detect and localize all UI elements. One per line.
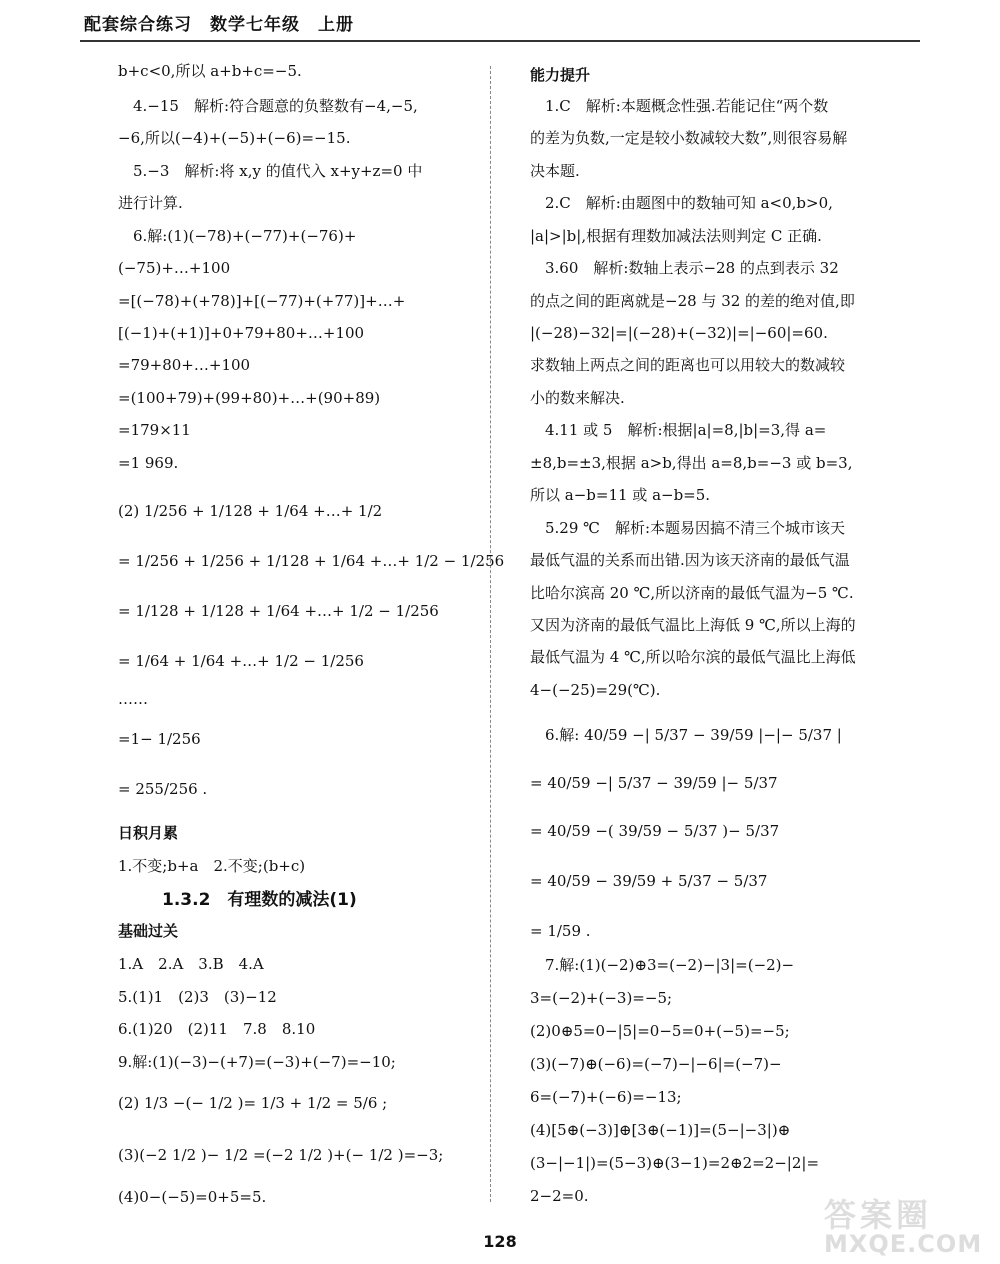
column-divider	[490, 66, 491, 1202]
text-line: b+c<0,所以 a+b+c=−5.	[118, 62, 302, 80]
text-line: 5.−3 解析:将 x,y 的值代入 x+y+z=0 中	[118, 162, 423, 180]
text-line: 7.解:(1)(−2)⊕3=(−2)−|3|=(−2)−	[530, 956, 795, 974]
text-line: 3=(−2)+(−3)=−5;	[530, 989, 673, 1007]
formula-line: = 1/59 .	[530, 922, 591, 940]
watermark-text: MXQE.COM	[824, 1230, 983, 1258]
formula-line: = 40/59 − 39/59 + 5/37 − 5/37	[530, 872, 768, 890]
text-line: 所以 a−b=11 或 a−b=5.	[530, 486, 711, 504]
text-line: (−75)+…+100	[118, 259, 231, 277]
watermark-logo: 答案圈	[824, 1196, 933, 1234]
formula-line: = 1/64 + 1/64 +…+ 1/2 − 1/256	[118, 652, 364, 670]
text-line: 比哈尔滨高 20 ℃,所以济南的最低气温为−5 ℃.	[530, 584, 854, 602]
text-line: 求数轴上两点之间的距离也可以用较大的数减较	[530, 356, 846, 374]
text-line: =(100+79)+(99+80)+…+(90+89)	[118, 389, 381, 407]
text-line: (2)0⊕5=0−|5|=0−5=0+(−5)=−5;	[530, 1022, 790, 1040]
text-line: 4.11 或 5 解析:根据|a|=8,|b|=3,得 a=	[530, 421, 827, 439]
text-line: 3.60 解析:数轴上表示−28 的点到表示 32	[530, 259, 839, 277]
text-line: 最低气温为 4 ℃,所以哈尔滨的最低气温比上海低	[530, 648, 856, 666]
section-heading: 日积月累	[118, 824, 179, 842]
formula-line: (2) 1/3 −(− 1/2 )= 1/3 + 1/2 = 5/6 ;	[118, 1094, 388, 1112]
text-line: |a|>|b|,根据有理数加减法法则判定 C 正确.	[530, 227, 822, 245]
formula-line: = 255/256 .	[118, 780, 208, 798]
text-line: 1.A 2.A 3.B 4.A	[118, 955, 264, 973]
text-line: =1 969.	[118, 454, 179, 472]
text-line: =179×11	[118, 421, 191, 439]
header-rule	[80, 40, 920, 42]
text-line: 1.C 解析:本题概念性强.若能记住“两个数	[530, 97, 829, 115]
text-line: 6.(1)20 (2)11 7.8 8.10	[118, 1020, 316, 1038]
formula-line: = 40/59 −( 39/59 − 5/37 )− 5/37	[530, 822, 780, 840]
formula-line: 6.解: 40/59 −| 5/37 − 39/59 |−|− 5/37 |	[530, 726, 842, 744]
formula-line: (3)(−2 1/2 )− 1/2 =(−2 1/2 )+(− 1/2 )=−3;	[118, 1146, 444, 1164]
text-line: |(−28)−32|=|(−28)+(−32)|=|−60|=60.	[530, 324, 828, 342]
text-line: 2.C 解析:由题图中的数轴可知 a<0,b>0,	[530, 194, 833, 212]
text-line: 4.−15 解析:符合题意的负整数有−4,−5,	[118, 97, 418, 115]
section-heading: 基础过关	[118, 922, 179, 940]
formula-line: (2) 1/256 + 1/128 + 1/64 +…+ 1/2	[118, 502, 383, 520]
section-title: 1.3.2 有理数的减法(1)	[162, 890, 357, 910]
text-line: (4)[5⊕(−3)]⊕[3⊕(−1)]=(5−|−3|)⊕	[530, 1121, 791, 1139]
section-heading: 能力提升	[530, 66, 591, 84]
text-line: 小的数来解决.	[530, 389, 625, 407]
text-line: (3−|−1|)=(5−3)⊕(3−1)=2⊕2=2−|2|=	[530, 1154, 820, 1172]
text-line: 进行计算.	[118, 194, 183, 212]
text-line: 的差为负数,一定是较小数减较大数”,则很容易解	[530, 129, 848, 147]
text-line: 决本题.	[530, 162, 580, 180]
formula-line: = 40/59 −| 5/37 − 39/59 |− 5/37	[530, 774, 778, 792]
text-line: 5.(1)1 (2)3 (3)−12	[118, 988, 277, 1006]
text-line: 的点之间的距离就是−28 与 32 的差的绝对值,即	[530, 292, 855, 310]
text-line: 2−2=0.	[530, 1187, 589, 1205]
text-line: ……	[118, 690, 148, 708]
text-line: =[(−78)+(+78)]+[(−77)+(+77)]+…+	[118, 292, 406, 310]
text-line: [(−1)+(+1)]+0+79+80+…+100	[118, 324, 365, 342]
text-line: 1.不变;b+a 2.不变;(b+c)	[118, 857, 306, 875]
text-line: 9.解:(1)(−3)−(+7)=(−3)+(−7)=−10;	[118, 1053, 396, 1071]
formula-line: =1− 1/256	[118, 730, 201, 748]
text-line: −6,所以(−4)+(−5)+(−6)=−15.	[118, 129, 351, 147]
text-line: (4)0−(−5)=0+5=5.	[118, 1188, 267, 1206]
text-line: 最低气温的关系而出错.因为该天济南的最低气温	[530, 551, 850, 569]
text-line: 5.29 ℃ 解析:本题易因搞不清三个城市该天	[530, 519, 846, 537]
text-line: 又因为济南的最低气温比上海低 9 ℃,所以上海的	[530, 616, 856, 634]
text-line: =79+80+…+100	[118, 356, 251, 374]
text-line: 6.解:(1)(−78)+(−77)+(−76)+	[118, 227, 357, 245]
running-header: 配套综合练习 数学七年级 上册	[84, 15, 354, 35]
text-line: 6=(−7)+(−6)=−13;	[530, 1088, 682, 1106]
page-number: 128	[483, 1232, 517, 1251]
text-line: (3)(−7)⊕(−6)=(−7)−|−6|=(−7)−	[530, 1055, 782, 1073]
text-line: 4−(−25)=29(℃).	[530, 681, 661, 699]
formula-line: = 1/128 + 1/128 + 1/64 +…+ 1/2 − 1/256	[118, 602, 439, 620]
formula-line: = 1/256 + 1/256 + 1/128 + 1/64 +…+ 1/2 − 1/256	[118, 552, 505, 570]
text-line: ±8,b=±3,根据 a>b,得出 a=8,b=−3 或 b=3,	[530, 454, 853, 472]
